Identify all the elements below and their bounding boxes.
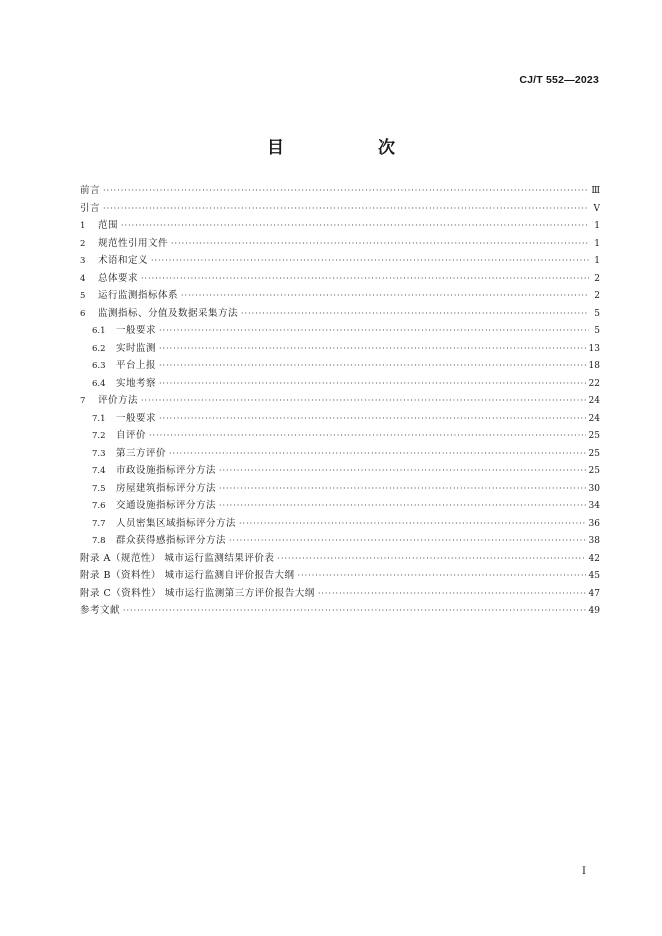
toc-leader-dots: [239, 515, 586, 533]
toc-entry-page: 25: [588, 466, 600, 476]
toc-entry-label: 市政设施指标评分方法: [116, 465, 217, 476]
toc-entry[interactable]: [80, 357, 600, 375]
toc-entry-page: 36: [588, 518, 600, 529]
toc-entry[interactable]: [80, 550, 600, 568]
toc-leader-dots: [219, 497, 586, 515]
toc-entry-number: 5: [80, 291, 86, 301]
toc-leader-dots: [123, 602, 586, 620]
toc-entry-number: 6.1: [92, 326, 106, 336]
toc-entry-number: 3: [80, 256, 86, 266]
toc-entry-page: 30: [588, 483, 600, 494]
toc-entry-label: 运行监测指标体系: [98, 290, 179, 301]
toc-leader-dots: [151, 252, 589, 270]
toc-entry-page: 38: [588, 536, 600, 546]
toc-entry[interactable]: [80, 567, 600, 585]
toc-title: 目 次: [267, 138, 439, 158]
toc-entry-page: 5: [594, 326, 600, 336]
toc-leader-dots: [219, 462, 586, 480]
toc-leader-dots: [159, 375, 586, 393]
toc-entry-label: 实地考察: [116, 377, 157, 389]
toc-entry-label: 参考文献: [80, 605, 121, 616]
toc-entry-page: 2: [594, 291, 600, 301]
toc-leader-dots: [159, 410, 586, 428]
toc-leader-dots: [241, 305, 589, 323]
toc-entry-label: 附录 B（资料性） 城市运行监测自评价报告大纲: [80, 570, 295, 581]
toc-entry-page: 47: [588, 588, 600, 599]
toc-entry-number: 1: [80, 221, 86, 231]
toc-entry-page: 42: [588, 553, 600, 564]
toc-leader-dots: [181, 287, 589, 305]
toc-entry[interactable]: [80, 322, 600, 340]
toc-leader-dots: [219, 480, 586, 498]
toc-entry-number: 6.4: [92, 378, 106, 389]
toc-entry[interactable]: [80, 182, 600, 200]
toc-leader-dots: [159, 357, 586, 375]
toc-entry-number: 7.1: [92, 413, 106, 424]
toc-entry-label: 附录 A（规范性） 城市运行监测结果评价表: [80, 552, 275, 564]
toc-entry[interactable]: [80, 497, 600, 515]
toc-entry-page: 34: [588, 501, 600, 511]
toc-entry[interactable]: [80, 217, 600, 235]
toc-entry-label: 房屋建筑指标评分方法: [116, 482, 217, 494]
toc-entry-page: 13: [588, 343, 600, 354]
toc-entry-label: 范围: [98, 220, 119, 231]
toc-entry[interactable]: [80, 305, 600, 323]
toc-entry-number: 7.4: [92, 466, 106, 476]
toc-entry-number: 6: [80, 308, 86, 319]
toc-entry-label: 规范性引用文件: [98, 237, 169, 249]
page-number: I: [582, 866, 586, 877]
toc-entry-number: 7: [80, 396, 86, 406]
toc-entry[interactable]: [80, 340, 600, 358]
toc-entry[interactable]: [80, 480, 600, 498]
toc-entry[interactable]: [80, 427, 600, 445]
toc-entry-number: 6.3: [92, 361, 106, 371]
toc-entry-label: 评价方法: [98, 395, 139, 406]
toc-entry-page: 24: [588, 413, 600, 424]
toc-entry[interactable]: [80, 462, 600, 480]
toc-entry-page: 2: [594, 273, 600, 284]
toc-entry-label: 一般要求: [116, 325, 157, 336]
toc-entry-number: 7.8: [92, 536, 106, 546]
toc-entry-label: 人员密集区域指标评分方法: [116, 517, 237, 529]
toc-entry-page: 1: [594, 238, 600, 249]
standard-code: CJ/T 552—2023: [519, 74, 599, 86]
toc-entry[interactable]: [80, 602, 600, 620]
toc-leader-dots: [141, 270, 589, 288]
toc-entry[interactable]: [80, 515, 600, 533]
toc-entry-page: Ⅴ: [593, 203, 600, 214]
toc-entry-label: 交通设施指标评分方法: [116, 500, 217, 511]
toc-entry-page: 22: [588, 378, 600, 389]
toc-leader-dots: [121, 217, 589, 235]
toc-entry-page: 18: [588, 361, 600, 371]
toc-entry-label: 自评价: [116, 430, 147, 441]
toc-entry-label: 术语和定义: [98, 255, 149, 266]
toc-leader-dots: [149, 427, 586, 445]
toc-entry[interactable]: [80, 252, 600, 270]
toc-entry-number: 7.3: [92, 448, 106, 459]
toc-entry-number: 4: [80, 273, 86, 284]
toc-leader-dots: [277, 550, 585, 568]
toc-entry-number: 2: [80, 238, 86, 249]
toc-entry-page: 25: [588, 448, 600, 459]
toc-leader-dots: [159, 322, 589, 340]
toc-entry[interactable]: [80, 235, 600, 253]
toc-entry-label: 附录 C（资料性） 城市运行监测第三方评价报告大纲: [80, 587, 315, 599]
toc-entry-page: Ⅲ: [591, 186, 600, 196]
toc-entry-label: 群众获得感指标评分方法: [116, 535, 227, 546]
toc-leader-dots: [141, 392, 586, 410]
toc-entry-page: 1: [594, 221, 600, 231]
toc-entry-label: 监测指标、分值及数据采集方法: [98, 307, 239, 319]
toc-entry-number: 7.6: [92, 501, 106, 511]
toc-leader-dots: [229, 532, 586, 550]
toc-entry-number: 7.7: [92, 518, 106, 529]
toc-leader-dots: [159, 340, 586, 358]
toc-entry-label: 第三方评价: [116, 447, 167, 459]
toc-entry-label: 实时监测: [116, 342, 157, 354]
toc-leader-dots: [103, 200, 589, 218]
toc-entry[interactable]: [80, 392, 600, 410]
toc-entry[interactable]: [80, 585, 600, 603]
toc-entry[interactable]: [80, 410, 600, 428]
toc-entry-number: 7.5: [92, 483, 106, 494]
toc-entry[interactable]: [80, 200, 600, 218]
toc-leader-dots: [171, 235, 589, 253]
toc-entry-page: 25: [588, 431, 600, 441]
toc-entry-label: 平台上报: [116, 360, 157, 371]
toc-entry-number: 7.2: [92, 431, 106, 441]
toc-list: [80, 182, 600, 620]
toc-entry[interactable]: [80, 287, 600, 305]
toc-leader-dots: [103, 182, 588, 200]
toc-entry-label: 前言: [80, 185, 101, 196]
toc-entry-label: 一般要求: [116, 412, 157, 424]
toc-entry[interactable]: [80, 445, 600, 463]
toc-entry-page: 49: [588, 606, 600, 616]
toc-entry-number: 6.2: [92, 343, 106, 354]
toc-entry-page: 45: [588, 571, 600, 581]
toc-entry[interactable]: [80, 532, 600, 550]
toc-entry-page: 5: [594, 308, 600, 319]
toc-entry[interactable]: [80, 270, 600, 288]
toc-entry-label: 引言: [80, 202, 101, 214]
toc-leader-dots: [169, 445, 586, 463]
toc-entry-page: 1: [594, 256, 600, 266]
toc-leader-dots: [298, 567, 586, 585]
toc-entry-label: 总体要求: [98, 272, 139, 284]
toc-entry-page: 24: [588, 396, 600, 406]
toc-entry[interactable]: [80, 375, 600, 393]
toc-leader-dots: [318, 585, 586, 603]
